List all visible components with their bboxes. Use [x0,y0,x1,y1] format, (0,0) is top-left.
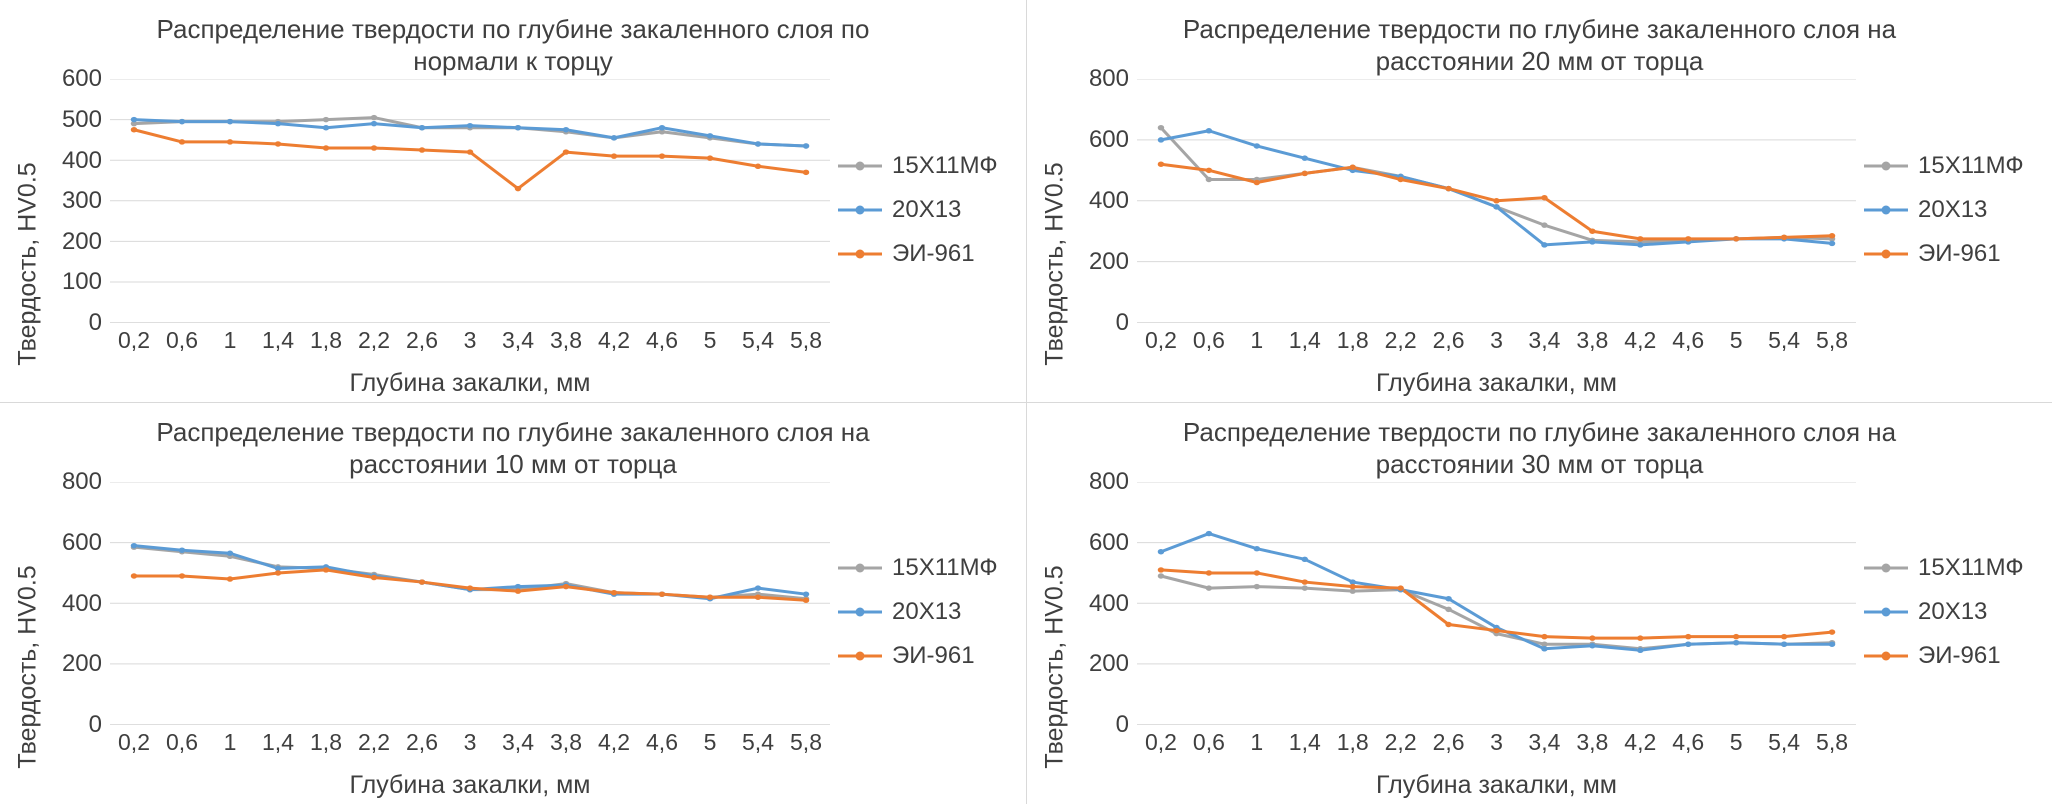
series-marker [1158,568,1164,573]
plot-column [1073,65,1856,398]
series-marker [1733,640,1739,645]
series-marker [179,140,185,145]
series-marker [419,148,425,153]
y-axis-label: Твердость, HV0.5 [13,565,42,769]
chart-body [10,468,1016,800]
series-marker [755,142,761,147]
chart-title: Распределение твердости по глубине закаленного слоя на расстоянии 30 мм от торца [1182,417,1897,479]
x-tick-label: 5,4 [1768,729,1801,755]
series-marker [515,125,521,130]
plot-area [110,79,830,323]
x-axis-ticks [110,725,830,761]
series-marker [755,595,761,600]
legend-swatch [1864,159,1908,173]
series-marker [1493,198,1499,203]
y-axis-label: Твердость, HV0.5 [13,163,42,367]
x-tick-label: 3,8 [550,729,582,755]
x-tick-label: 1,8 [1336,327,1369,353]
chart-title: Распределение твердости по глубине закаленного слоя на расстоянии 20 мм от торца [1182,14,1897,76]
x-tick-label: 3 [1490,327,1503,353]
series-marker [1637,636,1643,641]
plot-svg [110,482,830,725]
series-marker [1637,237,1643,242]
y-tick-label: 400 [61,589,102,617]
x-tick-label: 4,2 [1624,327,1657,353]
chart-title: Распределение твердости по глубине закаленного слоя на расстоянии 10 мм от торца [156,417,870,479]
series-line [134,570,806,600]
plot-wrap [46,65,830,336]
y-tick-label: 600 [1088,529,1129,557]
x-tick-label: 5 [1729,327,1743,353]
series-marker [1254,571,1260,576]
legend-label: ЭИ-961 [1918,642,2001,670]
x-tick-label: 3,8 [1576,327,1609,353]
x-tick-label: 2,2 [1384,729,1417,755]
x-tick-label: 1 [223,327,237,353]
chart-body [1037,468,2042,800]
legend-label: 15Х11МФ [892,151,998,179]
y-tick-label: 0 [1115,711,1129,738]
series-marker [563,150,569,155]
series-marker [1541,634,1547,639]
series-marker [1254,180,1260,185]
series-marker [563,584,569,589]
series-marker [611,136,617,141]
chart-panel-normal-to-end [0,0,1026,402]
y-tick-label: 800 [1088,65,1129,93]
legend-label: ЭИ-961 [892,642,975,670]
series-marker [707,134,713,139]
x-tick-label: 1,8 [310,729,342,755]
y-tick-label: 0 [88,309,102,336]
series-marker [803,144,809,149]
x-tick-label: 3 [463,729,477,755]
series-marker [323,125,329,130]
x-tick-label: 5,4 [742,729,774,755]
y-tick-label: 600 [61,65,102,93]
chart-legend [830,482,1016,800]
y-tick-label: 400 [61,146,102,174]
x-tick-label: 3,4 [1528,327,1561,353]
series-marker [1206,586,1212,591]
series-marker [323,117,329,122]
x-tick-label: 5,8 [790,729,822,755]
y-tick-label: 0 [1115,309,1129,336]
series-marker [1541,195,1547,200]
series-marker [1589,240,1595,245]
series-marker [467,150,473,155]
series-marker [1254,584,1260,589]
series-marker [179,548,185,553]
y-tick-label: 200 [1088,248,1129,276]
chart-panel-10mm [0,402,1026,804]
x-axis-ticks [1137,725,1856,761]
legend-label: ЭИ-961 [892,239,975,267]
series-marker [1302,171,1308,176]
legend-swatch [1864,605,1908,619]
series-marker [1733,634,1739,639]
plot-column [46,468,830,800]
x-tick-label: 2,6 [1432,729,1465,755]
series-marker [755,586,761,591]
series-marker [227,551,233,556]
x-tick-label: 3,8 [1576,729,1609,755]
series-marker [1206,168,1212,173]
series-marker [1781,235,1787,240]
plot-area [110,482,830,725]
series-marker [1349,165,1355,170]
series-marker [275,121,281,126]
x-tick-label: 1,8 [1336,729,1369,755]
y-axis-ticks [46,468,110,738]
x-tick-label: 2,2 [358,729,390,755]
legend-swatch [838,649,882,663]
series-marker [1685,634,1691,639]
y-tick-label: 800 [61,468,102,496]
x-tick-label: 0,2 [1144,729,1177,755]
series-marker [275,571,281,576]
series-marker [1493,205,1499,210]
series-marker [1349,584,1355,589]
plot-area [1137,482,1856,725]
x-tick-label: 5,8 [790,327,822,353]
series-marker [1637,243,1643,248]
series-marker [227,119,233,124]
series-marker [1829,233,1835,238]
y-tick-label: 500 [61,106,102,134]
series-marker [131,117,137,122]
x-tick-label: 1,4 [262,327,294,353]
series-marker [1397,177,1403,182]
series-marker [611,154,617,159]
x-tick-label: 4,2 [598,729,630,755]
series-marker [275,142,281,147]
series-marker [1158,549,1164,554]
series-marker [1445,607,1451,612]
series-marker [1541,646,1547,651]
series-marker [1781,642,1787,647]
plot-wrap [46,468,830,738]
x-tick-label: 3,4 [1528,729,1561,755]
series-marker [563,127,569,132]
series-marker [1685,237,1691,242]
y-axis-label: Твердость, HV0.5 [1040,163,1069,367]
plot-wrap [1073,65,1856,336]
legend-item [1864,240,2042,268]
x-tick-label: 3 [1490,729,1503,755]
chart-legend [1856,482,2042,800]
x-tick-label: 5,8 [1816,729,1849,755]
plot-column [46,65,830,398]
series-marker [1637,648,1643,653]
y-axis-ticks [1073,468,1137,738]
legend-item [1864,152,2042,180]
series-marker [1541,223,1547,228]
y-tick-label: 200 [1088,650,1129,678]
y-axis-ticks [1073,65,1137,336]
y-tick-label: 600 [61,529,102,557]
x-tick-label: 0,2 [118,327,150,353]
y-tick-label: 0 [88,711,102,738]
legend-item [838,598,1016,626]
plot-svg [1137,79,1856,323]
chart-title: Распределение твердости по глубине закаленного слоя по нормали к торцу [156,14,870,76]
y-tick-label: 400 [1088,187,1129,215]
x-tick-label: 4,6 [1672,729,1705,755]
x-tick-label: 0,2 [1144,327,1177,353]
series-marker [131,543,137,548]
x-tick-label: 1,8 [310,327,342,353]
legend-item [838,642,1016,670]
x-tick-label: 5 [703,729,717,755]
series-marker [179,119,185,124]
series-marker [179,574,185,579]
series-marker [1445,186,1451,191]
series-line [1161,131,1832,245]
y-tick-label: 800 [1088,468,1129,496]
series-marker [659,125,665,130]
series-marker [371,146,377,151]
x-tick-label: 1 [1250,327,1264,353]
plot-svg [110,79,830,323]
series-marker [1206,128,1212,133]
series-marker [1158,125,1164,130]
y-tick-label: 200 [61,227,102,255]
series-marker [611,590,617,595]
x-tick-label: 2,2 [358,327,390,353]
legend-label: 20Х13 [1918,195,1988,223]
x-tick-label: 3,4 [502,729,534,755]
legend-label: 20Х13 [1918,598,1988,626]
series-marker [1733,237,1739,242]
x-tick-label: 1 [223,729,237,755]
series-marker [1829,630,1835,635]
legend-swatch [1864,203,1908,217]
series-marker [467,123,473,128]
y-axis-label: Твердость, HV0.5 [1040,565,1069,769]
legend-item [1864,642,2042,670]
series-marker [1397,586,1403,591]
y-axis-ticks [46,65,110,336]
series-marker [515,589,521,594]
series-marker [227,140,233,145]
series-marker [1206,571,1212,576]
legend-swatch [838,159,882,173]
legend-item [1864,598,2042,626]
x-tick-label: 2,6 [406,327,438,353]
series-marker [1302,580,1308,585]
legend-item [838,240,1016,268]
y-tick-label: 300 [61,187,102,215]
legend-item [838,554,1016,582]
plot-column [1073,468,1856,800]
series-marker [1589,636,1595,641]
legend-swatch [1864,561,1908,575]
series-marker [1445,596,1451,601]
legend-swatch [838,605,882,619]
x-tick-label: 0,6 [166,327,198,353]
series-marker [371,115,377,120]
plot-area [1137,79,1856,323]
series-marker [1254,546,1260,551]
series-marker [371,575,377,580]
series-marker [1302,156,1308,161]
legend-item [1864,554,2042,582]
series-marker [371,121,377,126]
series-marker [1781,634,1787,639]
series-marker [1302,557,1308,562]
x-tick-label: 1,4 [1288,729,1321,755]
x-tick-label: 2,6 [406,729,438,755]
legend-label: ЭИ-961 [1918,239,2001,267]
series-marker [1829,241,1835,246]
x-tick-label: 2,6 [1432,327,1465,353]
x-tick-label: 3,8 [550,327,582,353]
series-marker [515,186,521,191]
legend-swatch [838,561,882,575]
series-marker [803,592,809,597]
series-marker [659,592,665,597]
y-tick-label: 200 [61,650,102,678]
legend-swatch [1864,649,1908,663]
series-marker [1541,243,1547,248]
x-tick-label: 5,4 [742,327,774,353]
x-tick-label: 1,4 [1288,327,1321,353]
series-marker [1589,229,1595,234]
legend-swatch [1864,247,1908,261]
x-tick-label: 3 [463,327,477,353]
series-marker [131,574,137,579]
x-tick-label: 0,6 [1192,729,1225,755]
series-marker [707,595,713,600]
x-axis-label: Глубина закалки, мм [349,369,591,397]
x-tick-label: 4,2 [1624,729,1657,755]
plot-svg [1137,482,1856,725]
series-marker [707,156,713,161]
y-tick-label: 600 [1088,126,1129,154]
series-marker [659,154,665,159]
chart-body [10,65,1016,398]
series-marker [1589,643,1595,648]
x-tick-label: 1,4 [262,729,294,755]
series-marker [1254,144,1260,149]
x-tick-label: 2,2 [1384,327,1417,353]
series-marker [227,577,233,582]
series-marker [467,586,473,591]
legend-label: 15Х11МФ [1918,151,2024,179]
x-axis-label: Глубина закалки, мм [349,771,591,799]
series-marker [1206,531,1212,536]
series-marker [1302,586,1308,591]
series-marker [1445,622,1451,627]
series-marker [1158,162,1164,167]
x-tick-label: 0,2 [118,729,150,755]
series-line [1161,128,1832,242]
legend-swatch [838,247,882,261]
x-tick-label: 1 [1250,729,1264,755]
series-marker [1685,642,1691,647]
x-axis-ticks [1137,323,1856,359]
legend-swatch [838,203,882,217]
x-tick-label: 3,4 [502,327,534,353]
series-marker [419,125,425,130]
legend-label: 15Х11МФ [1918,554,2024,582]
series-marker [323,568,329,573]
x-tick-label: 4,6 [646,729,678,755]
x-tick-label: 0,6 [166,729,198,755]
x-tick-label: 5,8 [1816,327,1849,353]
x-tick-label: 5 [703,327,717,353]
x-tick-label: 0,6 [1192,327,1225,353]
series-marker [1158,574,1164,579]
y-tick-label: 400 [1088,589,1129,617]
series-marker [803,170,809,175]
series-marker [131,127,137,132]
legend-label: 20Х13 [892,195,962,223]
series-marker [1493,628,1499,633]
x-tick-label: 5 [1729,729,1743,755]
series-marker [419,580,425,585]
series-marker [323,146,329,151]
chart-panel-20mm [1026,0,2052,402]
legend-label: 20Х13 [892,598,962,626]
series-marker [1829,642,1835,647]
series-marker [803,598,809,603]
chart-legend [830,79,1016,398]
legend-item [1864,196,2042,224]
x-axis-label: Глубина закалки, мм [1376,369,1617,397]
plot-wrap [1073,468,1856,738]
y-tick-label: 100 [61,268,102,296]
x-tick-label: 5,4 [1768,327,1801,353]
series-marker [1158,138,1164,143]
x-axis-label: Глубина закалки, мм [1376,771,1617,799]
chart-legend [1856,79,2042,398]
x-tick-label: 4,6 [1672,327,1705,353]
legend-item [838,196,1016,224]
legend-item [838,152,1016,180]
series-marker [755,164,761,169]
chart-body [1037,65,2042,398]
chart-panel-30mm [1026,402,2052,804]
x-axis-ticks [110,323,830,359]
series-marker [1206,177,1212,182]
legend-label: 15Х11МФ [892,554,998,582]
x-tick-label: 4,6 [646,327,678,353]
x-tick-label: 4,2 [598,327,630,353]
